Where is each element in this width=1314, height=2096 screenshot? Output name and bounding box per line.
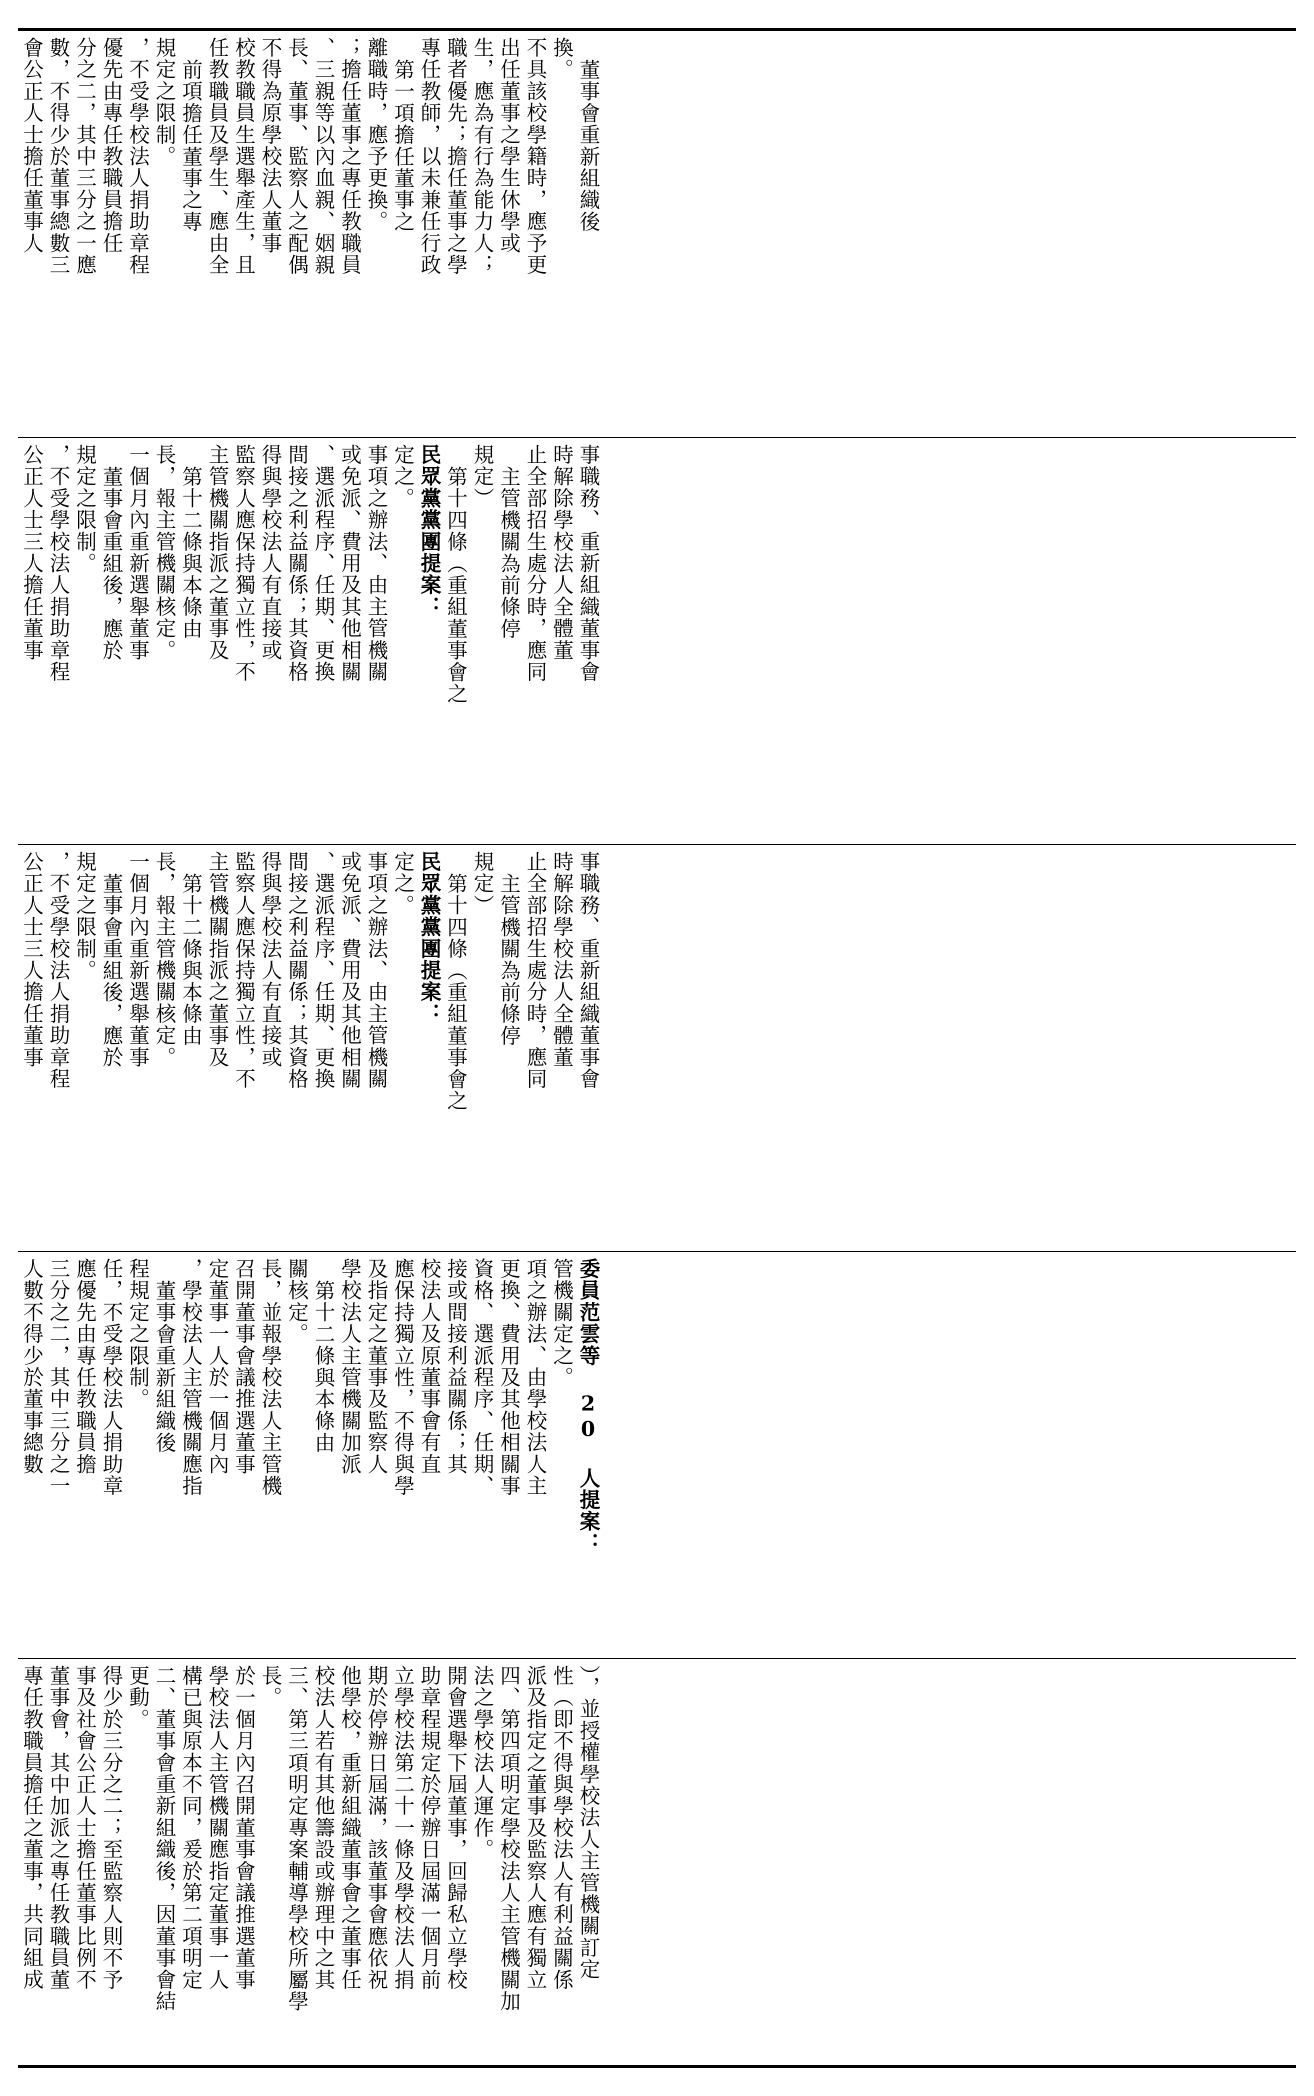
text-line: 四、第四項明定學校法人主管機關加 [496,1665,521,2013]
text-line: 第十二條與本條由 [178,466,203,640]
text-line: 期於停辦日屆滿，該董事會應依祝 [364,1665,388,1991]
text-line: 定董事一人於一個月內 [205,1258,229,1475]
text-line: 校法人及原董事會有直 [417,1258,441,1475]
text-line: 數，不得少於董事總數三 [46,37,70,276]
text-line: 時解除學校法人全體董 [549,851,574,1068]
table-band-1 [18,31,1296,438]
text-line: ，不受學校法人捐助章程 [125,37,150,276]
text-line: 第十二條與本條由 [178,873,203,1047]
text-line: 董事會重新組織後 [152,1280,176,1454]
text-line: 規定之限制。 [72,851,97,982]
text-line: 或免派、費用及其他相關 [337,444,362,683]
text-line: 及指定之董事及監察人 [364,1258,388,1475]
text-line: 更動。 [125,1665,150,1731]
text-line: 第十四條（重組董事會之 [443,873,468,1112]
text-line: 董事會重新組織後 [576,59,600,233]
text-line: 間接之利益關係；其資格 [284,851,309,1090]
text-line: 程規定之限制。 [125,1258,150,1410]
text-line: 公正人士三人擔任董事 [19,444,44,661]
text-line: 止全部招生處分時，應同 [523,444,547,683]
text-line: 長、董事、監察人之配偶 [284,37,309,276]
text-line: 長。 [258,1665,282,1709]
text-line: 得與學校法人有直接或 [258,851,282,1068]
text-line: 項之辦法、由學校法人主 [523,1258,547,1497]
text-line: 任教職員及學生、應由全 [205,37,229,276]
text-line: 優先由專任教職員擔任 [99,37,123,254]
text-line: 接或間接利益關係；其 [443,1258,468,1475]
text-line: 長，報主管機關核定。 [152,444,176,661]
text-line: 時解除學校法人全體董 [549,444,574,661]
text-line: 長，並報學校法人主管機 [258,1258,282,1497]
text-line: ），並授權學校法人主管機關訂定 [576,1665,600,1981]
text-line: 董事會重組後，應於 [99,466,123,662]
text-line: 召開董事會議推選董事 [231,1258,256,1475]
text-line: 不得為原學校法人董事 [258,37,282,254]
text-line: 三、第三項明定專案輔導學校所屬學 [284,1665,309,2013]
text-line: 事職務、重新組織董事會 [576,851,600,1090]
text-line: 專任教職員擔任之董事，共同組成 [19,1665,44,1991]
table-band-5 [18,1659,1296,2065]
text-line: 規定） [470,444,494,510]
text-line: 學校法人主管機關應指定董事一人 [205,1665,229,1991]
text-line: 主管機關為前條停 [496,873,521,1047]
text-line: ，不受學校法人捐助章程 [46,444,70,683]
text-line: 人數不得少於董事總數 [19,1258,44,1475]
text-line: 主管機關指派之董事及 [205,444,229,661]
text-line: 得少於三分之二；至監察人則不予 [99,1665,123,1991]
text-line: 分之二，其中三分之一應 [72,37,97,276]
text-line: 於一個月內召開董事會議推選董事 [231,1665,256,1991]
text-line: 主管機關指派之董事及 [205,851,229,1068]
text-line: 任，不受學校法人捐助章 [99,1258,123,1497]
text-line: 、三親等以內血親、姻親 [311,37,335,276]
party-proposal-heading: 民眾黨黨團提案： [417,851,441,1025]
table-band-4 [18,1252,1296,1659]
text-line: 、選派程序、任期、更換 [311,444,335,683]
text-line: 定之。 [390,851,415,917]
table-band-2 [18,438,1296,845]
comparison-table [18,28,1296,2068]
text-line: 法之學校法人運作。 [470,1665,494,1861]
text-line: 第一項擔任董事之 [390,59,415,233]
text-line: 構已與原本不同，爰於第二項明定 [178,1665,203,1991]
text-line: 事項之辦法、由主管機關 [364,444,388,683]
text-line: 派及指定之董事及監察人應有獨立 [523,1665,547,1991]
table-band-3 [18,845,1296,1252]
text-line: 監察人應保持獨立性，不 [231,851,256,1090]
text-line: 性（即不得與學校法人有利益關係 [549,1665,574,1991]
text-line: 第十二條與本條由 [311,1280,335,1454]
text-line: 離職時，應予更換。 [364,37,388,233]
text-line: 主管機關為前條停 [496,466,521,640]
text-line: 間接之利益關係；其資格 [284,444,309,683]
text-line: 一個月內重新選舉董事 [125,444,150,661]
text-line: 資格、選派程序、任期、 [470,1258,494,1497]
text-line: 董事會重組後，應於 [99,873,123,1069]
text-line: 專任教師，以未兼任行政 [417,37,441,276]
text-line: 關核定。 [284,1258,309,1345]
text-line: 事項之辦法、由主管機關 [364,851,388,1090]
member-proposal-heading: 委員范雲等 20 人提案： [576,1258,600,1555]
text-line: 董事會，其中加派之專任教職員董 [46,1665,70,1991]
text-line: 職者優先；擔任董事之學 [443,37,468,276]
text-line: 更換、費用及其他相關事 [496,1258,521,1497]
text-line: 管機關定之。 [549,1258,574,1389]
text-line: ，不受學校法人捐助章程 [46,851,70,1090]
text-line: 換。 [549,37,574,81]
text-line: 事職務、重新組織董事會 [576,444,600,683]
text-line: 校法人若有其他籌設或辦理中之其 [311,1665,335,1991]
text-line: 、選派程序、任期、更換 [311,851,335,1090]
text-line: 得與學校法人有直接或 [258,444,282,661]
text-line: 助章程規定於停辦日屆滿一個月前 [417,1665,441,1991]
text-line: 學校法人主管機關加派 [337,1258,362,1475]
text-line: 第十四條（重組董事會之 [443,466,468,705]
party-proposal-heading: 民眾黨黨團提案： [417,444,441,618]
text-line: ，學校法人主管機關應指 [178,1258,203,1497]
text-line: 立學校法第二十一條及學校法人捐 [390,1665,415,1991]
text-line: 開會選舉下屆董事，回歸私立學校 [443,1665,468,1991]
text-line: 止全部招生處分時，應同 [523,851,547,1090]
text-line: 或免派、費用及其他相關 [337,851,362,1090]
text-line: 定之。 [390,444,415,510]
text-line: 事及社會公正人士擔任董事比例不 [72,1665,97,1991]
text-line: 前項擔任董事之專 [178,59,203,233]
text-line: 會公正人士擔任董事人 [19,37,44,254]
text-line: 二、董事會重新組織後，因董事會結 [152,1665,176,2013]
text-line: 三分之二，其中三分之一 [46,1258,70,1497]
text-line: 不具該校學籍時，應予更 [523,37,547,276]
text-line: 應優先由專任教職員擔 [72,1258,97,1475]
text-line: 規定） [470,851,494,917]
text-line: 校教職員生選舉產生，且 [231,37,256,276]
text-line: 生，應為有行為能力人； [470,37,494,276]
text-line: 規定之限制。 [152,37,176,168]
text-line: 監察人應保持獨立性，不 [231,444,256,683]
text-line: 規定之限制。 [72,444,97,575]
text-line: 出任董事之學生休學或 [496,37,521,254]
text-line: 長，報主管機關核定。 [152,851,176,1068]
text-line: 他學校，重新組織董事會之董事任 [337,1665,362,1991]
text-line: ；擔任董事之專任教職員 [337,37,362,276]
text-line: 一個月內重新選舉董事 [125,851,150,1068]
text-line: 應保持獨立性，不得與學 [390,1258,415,1497]
text-line: 公正人士三人擔任董事 [19,851,44,1068]
